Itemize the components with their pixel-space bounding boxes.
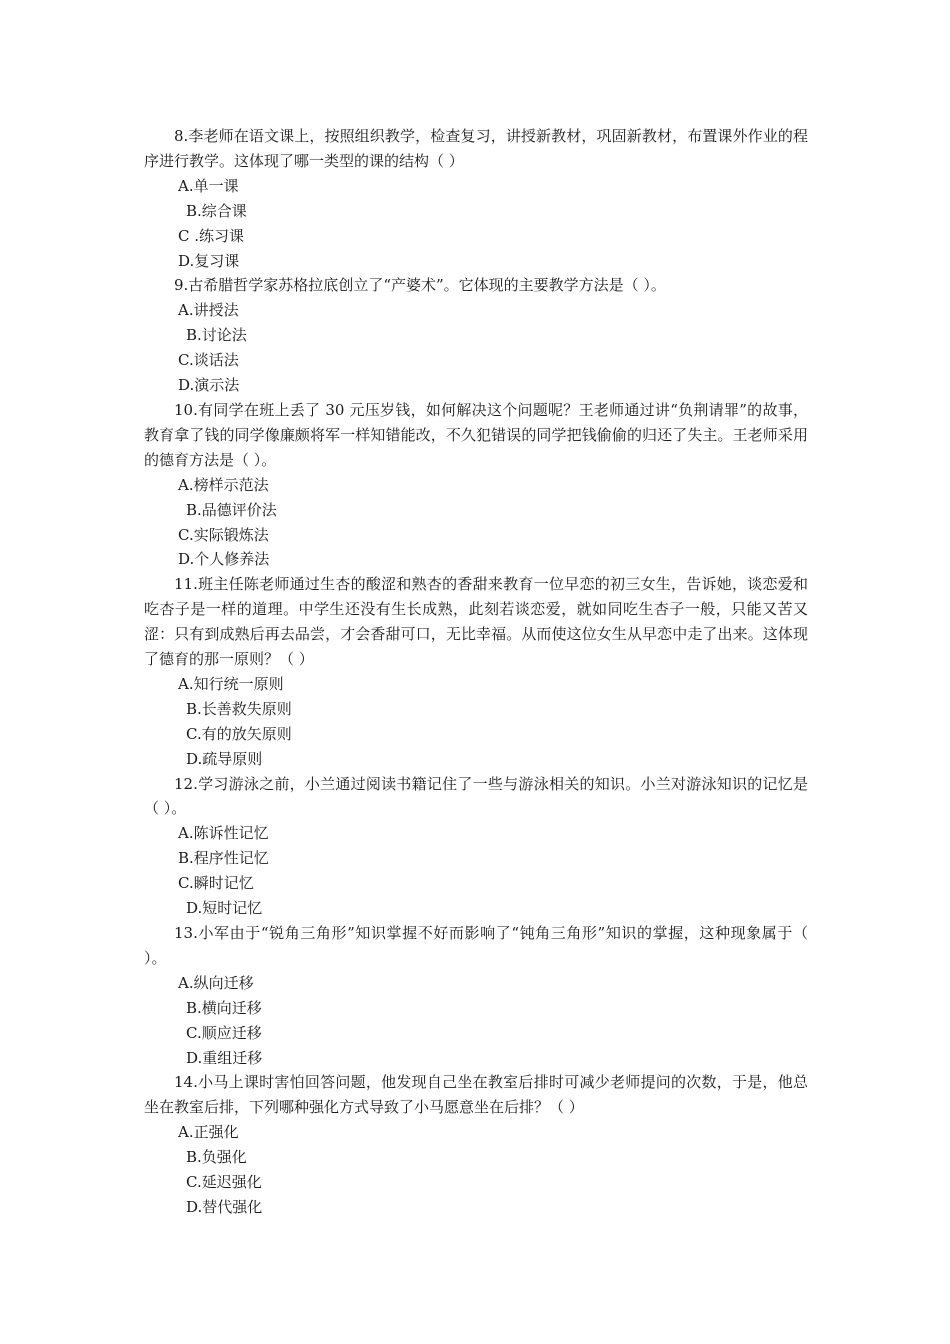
question-12-option-c: C.瞬时记忆 [178,874,254,893]
question-10-option-a: A.榜样示范法 [178,475,269,494]
question-14-option-b: B.负强化 [186,1148,247,1167]
question-14-option-c: C.延迟强化 [186,1173,262,1192]
question-14: 14.小马上课时害怕回答问题，他发现自己坐在教室后排时可减少老师提问的次数，于是，他总坐在教室后排，下列哪种强化方式导致了小马愿意坐在后排？（ ） [144,1073,808,1117]
question-8-option-a: A.单一课 [178,176,239,195]
question-9-option-b: B.讨论法 [186,326,247,345]
question-8-option-c: C .练习课 [178,226,245,245]
question-9-option-d: D.演示法 [178,376,240,395]
question-10-option-d: D.个人修养法 [178,550,270,569]
question-13-option-a: A.纵向迁移 [178,973,254,992]
document-body [144,124,808,1220]
question-8-option-b: B.综合课 [186,201,247,220]
question-13: 13.小军由于“锐角三角形”知识掌握不好而影响了“钝角三角形”知识的掌握，这种现象属于（ ）。 [144,924,808,967]
question-14-option-a: A.正强化 [178,1123,239,1142]
question-12-option-b: B.程序性记忆 [178,849,269,868]
question-11: 11.班主任陈老师通过生杏的酸涩和熟杏的香甜来教育一位早恋的初三女生，告诉她，谈恋爱和吃杏子是一样的道理。中学生还没有生长成熟，此刻若谈恋爱，就如同吃生杏子一般，只能又苦又涩：只有到成熟后再去品尝，才会香甜可口，无比幸福。从而使这位女生从早恋中走了出来。这体现了德育的那一原则？（ ） [144,575,808,669]
question-12: 12.学习游泳之前，小兰通过阅读书籍记住了一些与游泳相关的知识。小兰对游泳知识的记忆是（ ）。 [144,774,808,818]
question-11-option-b: B.长善救失原则 [186,699,292,718]
question-10: 10.有同学在班上丢了 30 元压岁钱，如何解决这个问题呢？王老师通过讲“负荆请罪”的故事，教育拿了钱的同学像廉颇将军一样知错能改，不久犯错误的同学把钱偷偷的归还了失主。王老师采用的德育方法是（ ）。 [144,400,808,469]
question-12-option-a: A.陈诉性记忆 [178,824,269,843]
question-8: 8.李老师在语文课上，按照组织教学，检查复习，讲授新教材，巩固新教材，布置课外作业的程序进行教学。这体现了哪一类型的课的结构（ ） [144,127,808,170]
question-13-option-c: C.顺应迁移 [186,1023,262,1042]
question-9-option-c: C.谈话法 [178,351,239,370]
question-11-option-a: A.知行统一原则 [178,674,284,693]
question-14-option-d: D.替代强化 [186,1197,263,1216]
question-13-option-b: B.横向迁移 [186,998,262,1017]
question-12-option-d: D.短时记忆 [186,899,263,918]
question-9-option-a: A.讲授法 [178,301,239,320]
question-10-option-c: C.实际锻炼法 [178,525,269,544]
question-10-option-b: B.品德评价法 [186,500,277,519]
question-13-option-d: D.重组迁移 [186,1048,263,1067]
question-11-option-c: C.有的放矢原则 [186,724,292,743]
question-8-option-d: D.复习课 [178,251,240,270]
question-9: 9.古希腊哲学家苏格拉底创立了“产婆术”。它体现的主要教学方法是（ ）。 [174,276,666,295]
question-11-option-d: D.疏导原则 [186,749,263,768]
